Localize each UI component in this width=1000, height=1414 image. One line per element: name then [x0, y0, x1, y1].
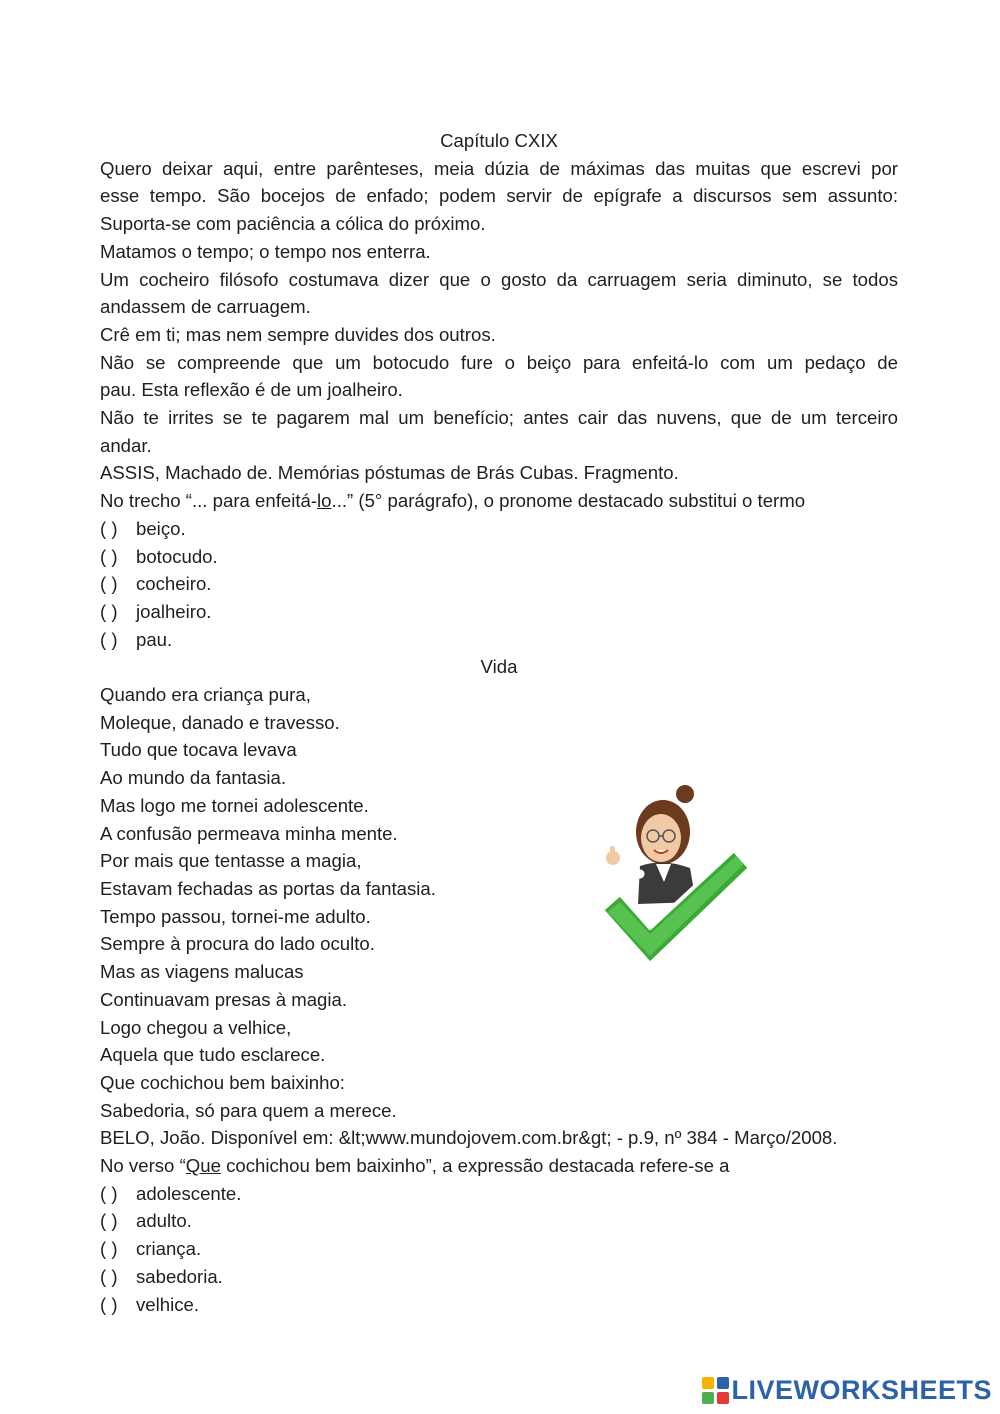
answer-option-velhice[interactable]: ( ) velhice.: [100, 1291, 898, 1319]
poem-line: Sabedoria, só para quem a merece.: [100, 1099, 397, 1121]
liveworksheets-logo-icon: [701, 1376, 731, 1406]
passage-line: Suporta-se com paciência a cólica do próximo.: [100, 213, 486, 235]
teacher-checkmark-illustration: [598, 782, 758, 972]
option-checkbox[interactable]: ( ): [100, 1210, 118, 1232]
passage-line: Não te irrites se te pagarem mal um benefício; antes cair das nuvens, que de um terceiro: [100, 407, 898, 429]
answer-option-adulto[interactable]: ( ) adulto.: [100, 1207, 898, 1235]
passage-line: esse tempo. São bocejos de enfado; podem servir de epígrafe a discursos sem assunto:: [100, 185, 898, 207]
poem-title: Vida: [480, 656, 518, 678]
worksheet-content: [100, 127, 898, 1318]
passage-line: Quero deixar aqui, entre parênteses, meia dúzia de máximas das muitas que escrevi por: [100, 157, 898, 179]
poem-line: Estavam fechadas as portas da fantasia.: [100, 877, 436, 899]
answer-option-botocudo[interactable]: ( ) botocudo.: [100, 543, 898, 571]
poem-line: Aquela que tudo esclarece.: [100, 1044, 326, 1066]
passage-line: Não se compreende que um botocudo fure o beiço para enfeitá-lo com um pedaço de: [100, 351, 898, 373]
question-1: No trecho “... para enfeitá-lo...” (5° parágrafo), o pronome destacado substitui o termo: [100, 490, 806, 512]
passage-line: Um cocheiro filósofo costumava dizer que o gosto da carruagem seria diminuto, se todos: [100, 268, 898, 290]
passage-line: Matamos o tempo; o tempo nos enterra.: [100, 240, 431, 262]
option-checkbox[interactable]: ( ): [100, 545, 118, 567]
poem-line: Moleque, danado e travesso.: [100, 711, 340, 733]
option-checkbox[interactable]: ( ): [100, 573, 118, 595]
option-checkbox[interactable]: ( ): [100, 1238, 118, 1260]
poem-line: Mas logo me tornei adolescente.: [100, 794, 369, 816]
poem-line: Quando era criança pura,: [100, 684, 311, 706]
source-citation: BELO, João. Disponível em: &lt;www.mundojovem.com.br&gt; - p.9, nº 384 - Março/2008.: [100, 1127, 838, 1149]
source-citation: ASSIS, Machado de. Memórias póstumas de Brás Cubas. Fragmento.: [100, 462, 679, 484]
poem-line: Sempre à procura do lado oculto.: [100, 933, 375, 955]
option-checkbox[interactable]: ( ): [100, 628, 118, 650]
answer-option-adolescente[interactable]: ( ) adolescente.: [100, 1180, 898, 1208]
poem-line: Mas as viagens malucas: [100, 961, 304, 983]
answer-option-beico[interactable]: ( ) beiço.: [100, 515, 898, 543]
poem-line: Continuavam presas à magia.: [100, 988, 348, 1010]
liveworksheets-logo: [701, 1375, 992, 1406]
passage-line: pau. Esta reflexão é de um joalheiro.: [100, 379, 403, 401]
poem-line: Ao mundo da fantasia.: [100, 767, 287, 789]
poem-line: Tempo passou, tornei-me adulto.: [100, 905, 371, 927]
option-checkbox[interactable]: ( ): [100, 1182, 118, 1204]
chapter-title: Capítulo CXIX: [440, 130, 558, 151]
poem-line: A confusão permeava minha mente.: [100, 822, 398, 844]
highlighted-term: lo: [317, 490, 332, 512]
poem-line: Que cochichou bem baixinho:: [100, 1071, 345, 1093]
answer-option-sabedoria[interactable]: ( ) sabedoria.: [100, 1263, 898, 1291]
passage-line: andassem de carruagem.: [100, 296, 311, 318]
question-2: No verso “Que cochichou bem baixinho”, a expressão destacada refere-se a: [100, 1155, 730, 1177]
highlighted-term: Que: [185, 1155, 221, 1177]
option-checkbox[interactable]: ( ): [100, 600, 118, 622]
passage-line: andar.: [100, 434, 152, 456]
option-checkbox[interactable]: ( ): [100, 1265, 118, 1287]
answer-option-cocheiro[interactable]: ( ) cocheiro.: [100, 570, 898, 598]
answer-option-joalheiro[interactable]: ( ) joalheiro.: [100, 598, 898, 626]
poem-line: Por mais que tentasse a magia,: [100, 850, 362, 872]
option-checkbox[interactable]: ( ): [100, 517, 118, 539]
logo-text: LIVEWORKSHEETS: [731, 1375, 992, 1405]
passage-line: Crê em ti; mas nem sempre duvides dos outros.: [100, 323, 496, 345]
poem-line: Logo chegou a velhice,: [100, 1016, 292, 1038]
poem-line: Tudo que tocava levava: [100, 739, 297, 761]
answer-option-crianca[interactable]: ( ) criança.: [100, 1235, 898, 1263]
answer-option-pau[interactable]: ( ) pau.: [100, 626, 898, 654]
option-checkbox[interactable]: ( ): [100, 1293, 118, 1315]
